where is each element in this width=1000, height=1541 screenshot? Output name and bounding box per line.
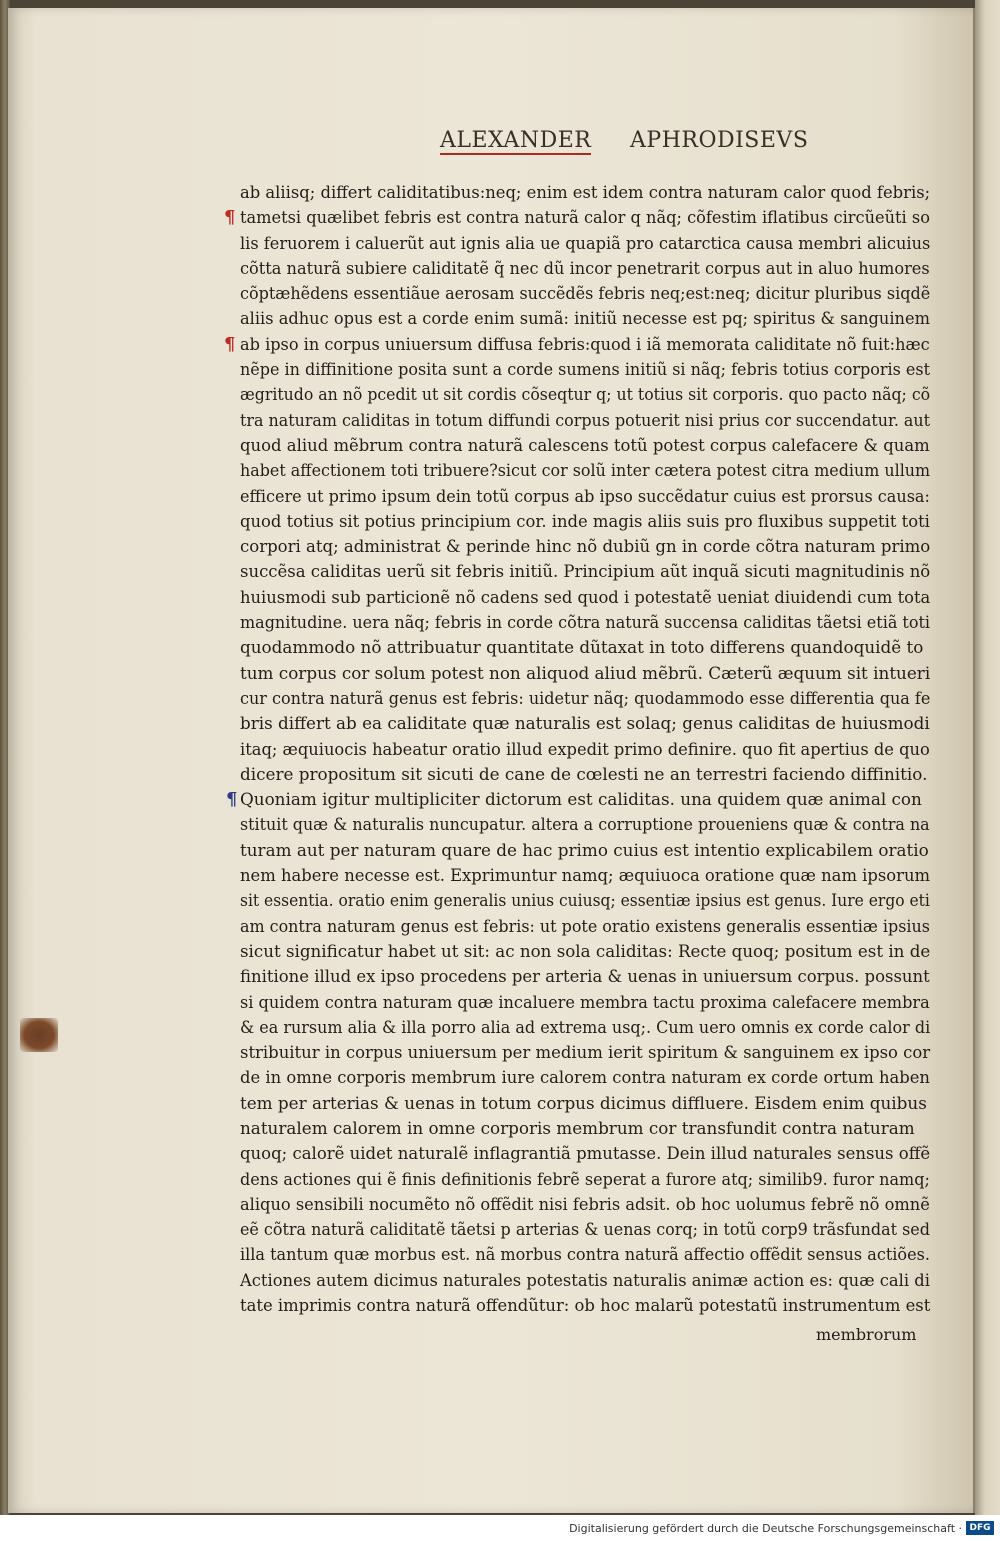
text-line: [240, 256, 940, 281]
text-line: [240, 382, 940, 407]
text-line: [240, 686, 940, 711]
text-line-content: ab aliisq; differt caliditatibus:neq; enim est idem contra naturam calor quod febris;: [240, 182, 931, 202]
text-line-content: magnitudine. uera nãq; febris in corde cõtra naturã succensa caliditas tãetsi etiã toti: [240, 612, 931, 633]
text-line-content: tra naturam caliditas in totum diffundi corpus potuerit nisi prius cor succendatur. aut: [240, 409, 931, 430]
text-line: [240, 838, 940, 863]
text-line: [240, 863, 940, 888]
text-line-content: quod aliud mẽbrum contra naturã calescens totũ potest corpus calefacere & quam: [240, 434, 930, 455]
text-line-content: cõtta naturã subiere caliditatẽ q̃ nec dũ incor penetrarit corpus aut in aluo humores: [240, 257, 930, 278]
text-line-content: Quoniam igitur multipliciter dictorum est caliditas. una quidem quæ animal con: [240, 789, 922, 810]
text-line-content: dens actiones qui ẽ finis definitionis febrẽ seperat a furore atq; similib9. furor namq;: [240, 1168, 930, 1189]
text-line-content: stribuitur in corpus uniuersum per medium ierit spiritum & sanguinem ex ipso cor: [240, 1042, 931, 1063]
text-line: [240, 1015, 940, 1040]
text-line: [240, 1116, 940, 1141]
running-header: [440, 128, 820, 158]
text-line: [240, 1141, 940, 1166]
text-line: [240, 306, 940, 331]
text-line-content: habet affectionem toti tribuere?sicut cor solũ inter cætera potest citra medium ullum: [240, 460, 931, 481]
text-line-content: quod totius sit potius principium cor. inde magis aliis suis pro fluxibus suppetit toti: [240, 510, 930, 531]
text-line: [240, 1065, 940, 1090]
text-line: [240, 433, 940, 458]
text-line: [240, 939, 940, 964]
text-line-content: sit essentia. oratio enim generalis unius cuiusq; essentiæ ipsius est genus. Iure ergo eti: [240, 890, 930, 911]
text-line-content: am contra naturam genus est febris: ut pote oratio existens generalis essentiæ ipsius: [240, 915, 930, 936]
footer-bar: [0, 1515, 1000, 1541]
text-line: [240, 661, 940, 686]
text-line: [240, 408, 940, 433]
text-line-content: de in omne corporis membrum iure calorem contra naturam ex corde ortum haben: [240, 1067, 930, 1088]
text-line-content: huiusmodi sub particionẽ nõ cadens sed quod i potestatẽ ueniat diuidendi cum tota: [240, 586, 931, 607]
paper-stain: [20, 1018, 58, 1052]
text-line: [240, 964, 940, 989]
text-line: [240, 762, 940, 787]
text-line: [240, 1192, 940, 1217]
text-line: [240, 1268, 940, 1293]
text-line-content: nem habere necesse est. Exprimuntur namq; æquiuoca oratione quæ nam ipsorum: [240, 865, 931, 886]
text-line: [240, 534, 940, 559]
text-line-content: naturalem calorem in omne corporis membrum cor transfundit contra naturam: [240, 1117, 915, 1138]
text-line-content: tametsi quælibet febris est contra naturã calor q nãq; cõfestim iflatibus circũeũti so: [240, 207, 930, 228]
text-line: [240, 1293, 940, 1318]
dfg-logo: DFG: [966, 1521, 994, 1535]
paragraph-mark-red: ¶: [224, 207, 236, 229]
text-line-content: lis feruorem i caluerũt aut ignis alia ue quapiã pro catarctica causa membri alicuius: [240, 232, 931, 253]
text-line-content: eẽ cõtra naturã caliditatẽ tãetsi p arterias & uenas corq; in totũ corp9 trãsfundat sed: [240, 1219, 930, 1240]
right-page-edge: [975, 0, 1000, 1515]
text-line-content: dicere propositum sit sicuti de cane de cœlesti ne an terrestri faciendo diffinitio.: [240, 763, 928, 784]
text-line-content: turam aut per naturam quare de hac primo cuius est intentio explicabilem oratio: [240, 839, 929, 860]
text-line: [240, 1167, 940, 1192]
text-line-content: quodammodo nõ attribuatur quantitate dũtaxat in toto differens quandoquidẽ to: [240, 637, 924, 658]
text-line: [240, 888, 940, 913]
text-line-content: cur contra naturã genus est febris: uidetur nãq; quodammodo esse differentia qua fe: [240, 687, 931, 708]
text-line-content: & ea rursum alia & illa porro alia ad extrema usq;. Cum uero omnis ex corde calor di: [240, 1016, 931, 1037]
text-line-content: bris differt ab ea caliditate quæ naturalis est solaq; genus caliditas de huiusmodi: [240, 713, 930, 734]
text-line-content: itaq; æquiuocis habeatur oratio illud expedit primo definire. quo fit apertius de quo: [240, 738, 930, 759]
text-line-content: ab ipso in corpus uniuersum diffusa febris:quod i iã memorata caliditate nõ fuit:hæc: [240, 333, 930, 354]
text-line-content: succẽsa caliditas uerũ sit febris initiũ. Principium aũt inquã sicuti magnitudinis nõ: [240, 561, 931, 582]
text-line: [240, 914, 940, 939]
text-line: [224, 332, 940, 357]
header-word-1: ALEXANDER: [440, 128, 592, 153]
text-line: [240, 812, 940, 837]
text-line-content: tate imprimis contra naturã offendũtur: ob hoc malarũ potestatũ instrumentum est: [240, 1295, 931, 1316]
text-line: [240, 509, 940, 534]
text-line-content: sicut significatur habet ut sit: ac non sola caliditas: Recte quoq; positum est in de: [240, 940, 931, 961]
text-line: [240, 458, 940, 483]
text-line: [240, 1217, 940, 1242]
text-line: [240, 281, 940, 306]
text-line-content: tum corpus cor solum potest non aliquod aliud mẽbrũ. Cæterũ æquum sit intueri: [240, 662, 931, 683]
text-line: [240, 1091, 940, 1116]
text-line-content: illa tantum quæ morbus est. nã morbus contra naturã affectio offẽdit sensus actiões.: [240, 1244, 930, 1265]
body-text: [224, 180, 940, 1318]
text-line-content: quoq; calorẽ uidet naturalẽ inflagrantiã pmutasse. Dein illud naturales sensus offẽ: [240, 1143, 931, 1164]
text-line: [240, 231, 940, 256]
text-line-content: ægritudo an nõ pcedit ut sit cordis cõseqtur q; ut totius sit corporis. quo pacto nãq; cõ: [240, 384, 931, 405]
text-line: [240, 585, 940, 610]
text-line-content: finitione illud ex ipso procedens per arteria & uenas in uniuersum corpus. possunt: [240, 966, 930, 987]
text-line-content: aliquo sensibili nocumẽto nõ offẽdit nisi febris adsit. ob hoc uolumus febrẽ nõ omnẽ: [240, 1193, 930, 1214]
text-line: [240, 711, 940, 736]
text-line: [240, 1242, 940, 1267]
text-line-content: nẽpe in diffinitione posita sunt a corde sumens initiũ si nãq; febris totius corporis est: [240, 359, 931, 380]
text-line: [240, 610, 940, 635]
text-line: [240, 737, 940, 762]
text-line: [240, 484, 940, 509]
paragraph-mark-blue: ¶: [226, 789, 238, 811]
text-line-content: efficere ut primo ipsum dein totũ corpus ab ipso succẽdatur cuius est prorsus causa:: [240, 485, 930, 506]
text-line: [240, 559, 940, 584]
catchword: membrorum: [816, 1325, 917, 1344]
header-word-2: APHRODISEVS: [630, 128, 809, 153]
text-line-content: Actiones autem dicimus naturales potestatis naturalis animæ action es: quæ cali di: [240, 1269, 930, 1290]
text-line-content: corpori atq; administrat & perinde hinc nõ dubiũ gn in corde cõtra naturam primo: [240, 536, 931, 557]
text-line: [240, 180, 940, 205]
footer-credit: Digitalisierung gefördert durch die Deutsche Forschungsgemeinschaft ·: [569, 1522, 962, 1535]
text-line: [240, 357, 940, 382]
text-line: [240, 635, 940, 660]
text-line: [224, 205, 940, 230]
text-line-content: tem per arterias & uenas in totum corpus dicimus diffluere. Eisdem enim quibus: [240, 1092, 927, 1113]
text-line: [226, 787, 940, 812]
paragraph-mark-red: ¶: [224, 333, 236, 355]
text-line: [240, 990, 940, 1015]
text-line-content: stituit quæ & naturalis nuncupatur. altera a corruptione proueniens quæ & contra na: [240, 814, 930, 835]
text-line-content: aliis adhuc opus est a corde enim sumã: initiũ necesse est pq; spiritus & sanguinem: [240, 308, 930, 329]
text-line-content: cõptæhẽdens essentiãue aerosam succẽdẽs febris neq;est:neq; dicitur pluribus siqdẽ: [240, 283, 931, 304]
text-line-content: si quidem contra naturam quæ incaluere membra tactu proxima calefacere membra: [240, 991, 930, 1012]
text-line: [240, 1040, 940, 1065]
